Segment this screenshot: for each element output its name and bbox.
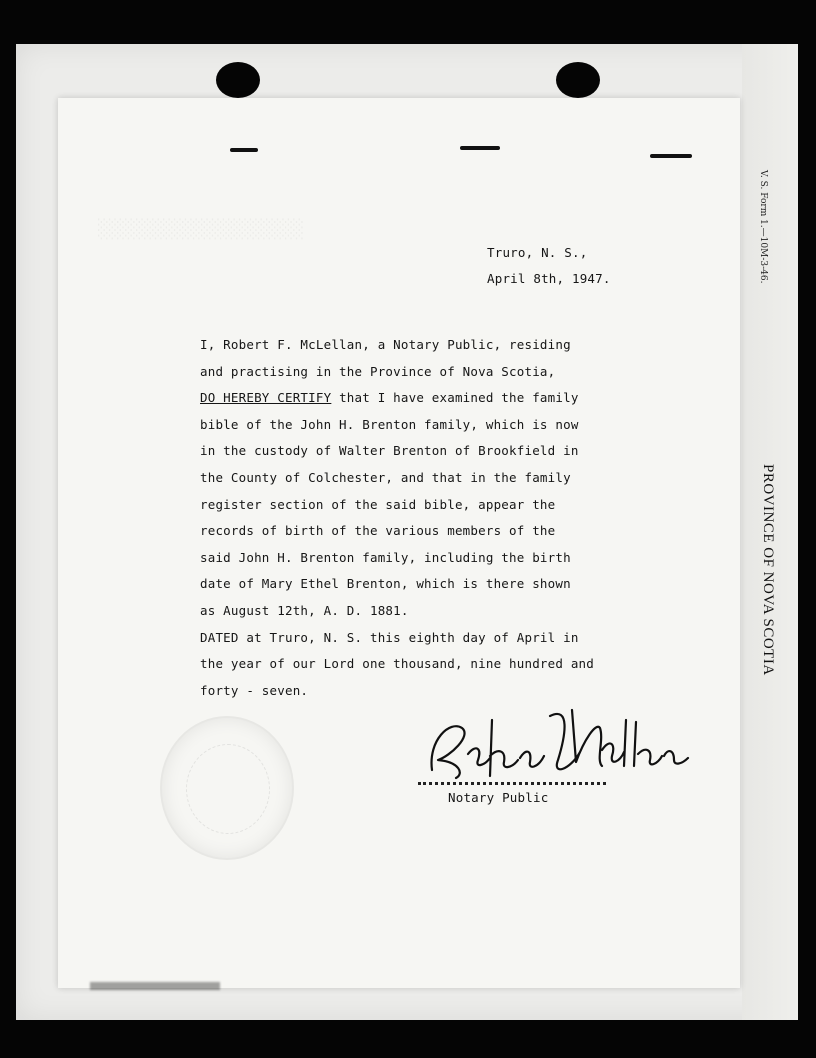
certificate-text xyxy=(200,332,640,704)
cert-line: date of Mary Ethel Brenton, which is there shown xyxy=(200,576,571,592)
cert-line: DATED at Truro, N. S. this eighth day of April in xyxy=(200,629,579,645)
cert-line: bible of the John H. Brenton family, which is now xyxy=(200,416,579,432)
punch-hole-left xyxy=(216,62,260,98)
punch-hole-right xyxy=(556,62,600,98)
notary-public-label: Notary Public xyxy=(448,790,549,805)
signature-dotted-line xyxy=(418,782,606,785)
cert-line: forty - seven. xyxy=(200,682,309,698)
cert-line: the County of Colchester, and that in the family xyxy=(200,469,571,485)
staple-middle xyxy=(460,146,500,150)
cert-line: and practising in the Province of Nova Scotia, xyxy=(200,363,556,379)
seal-inner-ring xyxy=(186,744,270,834)
notary-signature xyxy=(420,700,700,790)
cert-line: in the custody of Walter Brenton of Brookfield in xyxy=(200,443,579,459)
cert-line: register section of the said bible, appear the xyxy=(200,496,556,512)
province-heading: PROVINCE OF NOVA SCOTIA xyxy=(760,464,776,676)
staple-right xyxy=(650,154,692,158)
cert-line: I, Robert F. McLellan, a Notary Public, residing xyxy=(200,337,571,352)
form-code: V. S. Form 1.—10M-3-46. xyxy=(758,170,768,284)
staple-left xyxy=(230,148,258,152)
certify-phrase: DO HEREBY CERTIFY xyxy=(200,390,332,406)
cert-line: said John H. Brenton family, including the birth xyxy=(200,549,571,565)
date: April 8th, 1947. xyxy=(487,271,611,286)
place: Truro, N. S., xyxy=(487,245,588,260)
place-date-block xyxy=(487,240,611,292)
bottom-smudge xyxy=(90,982,220,990)
bleed-through xyxy=(98,198,304,261)
cert-line: the year of our Lord one thousand, nine hundred and xyxy=(200,656,595,672)
cert-line-rest: that I have examined the family xyxy=(331,390,579,406)
cert-line: records of birth of the various members of the xyxy=(200,523,556,539)
cert-line: as August 12th, A. D. 1881. xyxy=(200,602,409,618)
cert-line xyxy=(200,385,640,412)
embossed-seal xyxy=(160,716,294,860)
